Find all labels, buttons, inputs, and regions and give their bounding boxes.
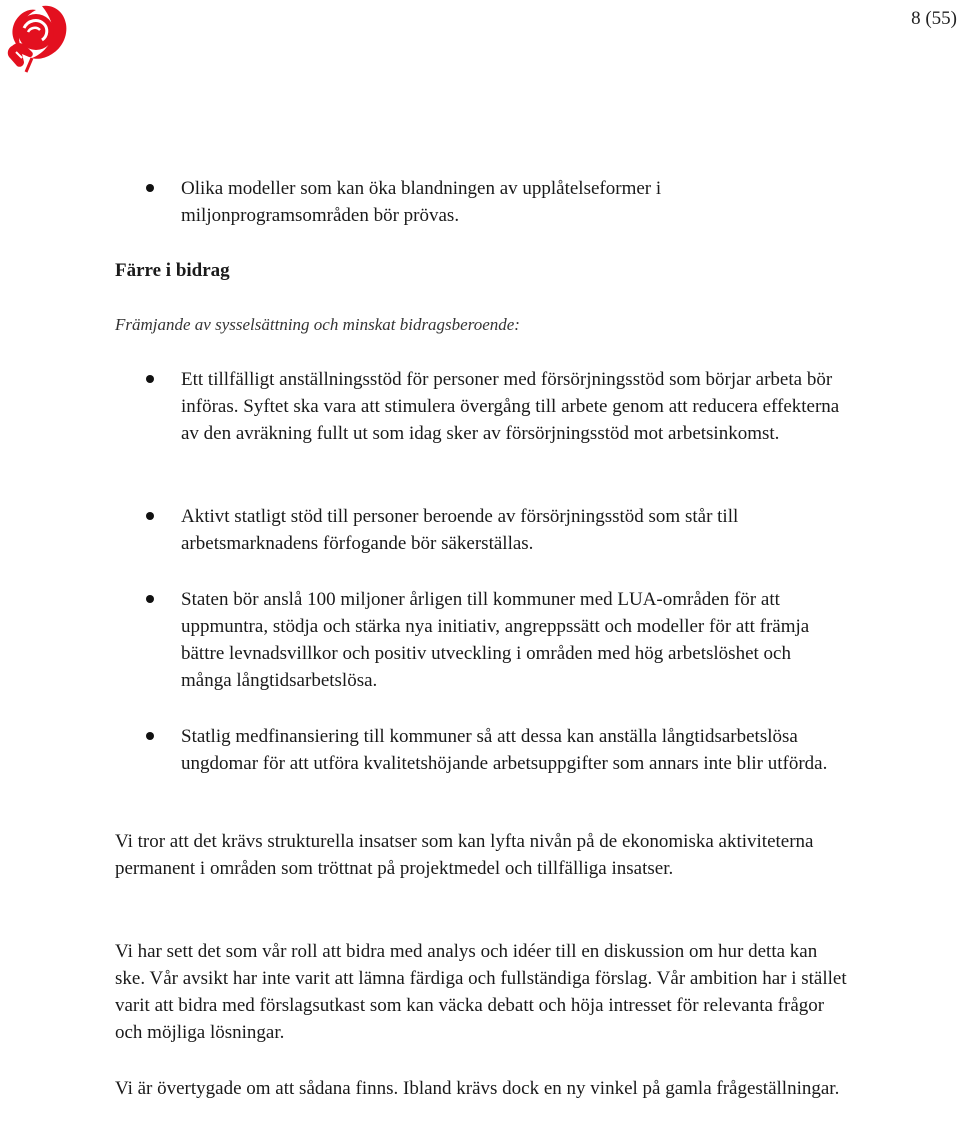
list-item: Statlig medfinansiering till kommuner så att dessa kan anställa långtidsarbetslösa ungdomar för att utföra kvalitetshöjande arbetsuppgifter som annars inte blir utförda.: [181, 723, 846, 777]
section-subheading: Främjande av sysselsättning och minskat bidragsberoende:: [115, 315, 520, 334]
paragraph: Vi har sett det som vår roll att bidra med analys och idéer till en diskussion om hur detta kan ske. Vår avsikt har inte varit att lämna färdiga och fullständiga förslag. Vår ambition har i stället varit att bidra med förslagsutkast som kan väcka debatt och höja intresset för relevanta frågor och möjliga lösningar.: [115, 941, 847, 1043]
page-number: 8 (55): [911, 8, 957, 29]
list-item: Ett tillfälligt anställningsstöd för personer med försörjningsstöd som börjar arbeta bör införas. Syftet ska vara att stimulera övergång till arbete genom att reducera effekterna av den avräkning fullt ut som idag sker av försörjningsstöd mot arbetsinkomst.: [181, 366, 846, 447]
list-item: Olika modeller som kan öka blandningen av upplåtelseformer i miljonprogramsområden bör prövas.: [181, 175, 846, 229]
list-item: Staten bör anslå 100 miljoner årligen till kommuner med LUA-områden för att uppmuntra, stödja och stärka nya initiativ, angreppssätt och modeller för att främja bättre levnadsvillkor och positiv utveckling i områden med hög arbetslöshet och många långtidsarbetslösa.: [181, 586, 846, 694]
section-heading: Färre i bidrag: [115, 260, 230, 281]
red-rose-logo-icon: [2, 2, 70, 74]
paragraph: Vi är övertygade om att sådana finns. Ibland krävs dock en ny vinkel på gamla frågeställningar.: [115, 1078, 840, 1099]
paragraph: Vi tror att det krävs strukturella insatser som kan lyfta nivån på de ekonomiska aktiviteterna permanent i områden som tröttnat på projektmedel och tillfälliga insatser.: [115, 831, 814, 879]
list-item: Aktivt statligt stöd till personer beroende av försörjningsstöd som står till arbetsmarknadens förfogande bör säkerställas.: [181, 503, 846, 557]
